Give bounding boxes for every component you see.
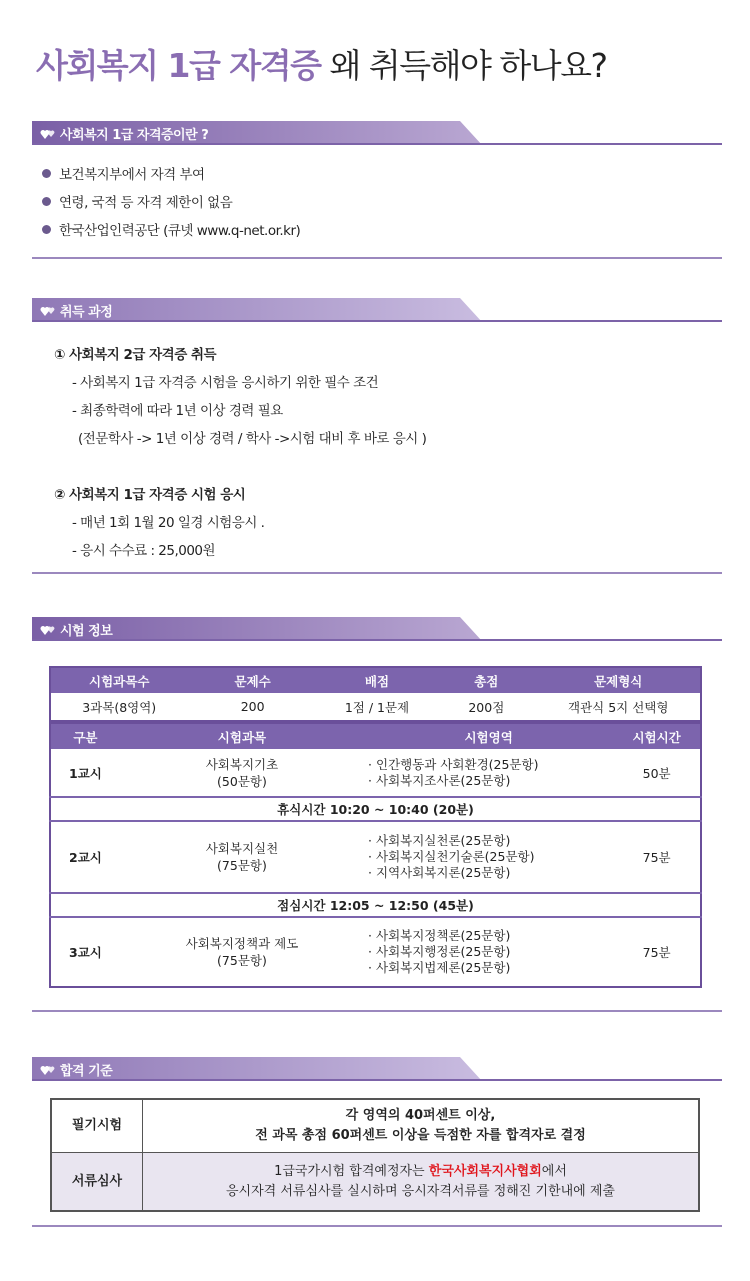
period-cell: 2교시 xyxy=(50,821,120,893)
column-header: 문제수 xyxy=(187,667,317,693)
step-2-title: ② 사회복지 1급 자격증 시험 응시 xyxy=(54,487,246,503)
subject-cell: 사회복지실천 (75문항) xyxy=(120,821,364,893)
section-header-pass-criteria: 합격 기준 xyxy=(32,1057,722,1081)
break-row: 점심시간 12:05 ~ 12:50 (45분) xyxy=(50,893,701,917)
exam-info-table xyxy=(49,666,702,722)
table-cell: 200점 xyxy=(468,699,505,715)
written-criteria-cell: 각 영역의 40퍼센트 이상, 전 과목 총점 60퍼센트 이상을 득점한 자를 합격자로 결정 xyxy=(143,1099,700,1153)
step-1-line: - 최종학력에 따라 1년 이상 경력 필요 xyxy=(72,403,283,419)
list-item: 연령, 국적 등 자격 제한이 없음 xyxy=(42,191,232,211)
table-cell: 200 xyxy=(240,699,265,714)
table-row xyxy=(51,1153,699,1212)
bullet-icon xyxy=(42,197,51,206)
table-row xyxy=(51,1099,699,1153)
time-cell: 50분 xyxy=(613,749,701,797)
row-header: 서류심사 xyxy=(51,1153,143,1212)
table-header-row xyxy=(50,723,701,749)
column-header: 시험영역 xyxy=(364,723,613,749)
table-cell: 객관식 5지 선택형 xyxy=(568,699,669,715)
column-header: 시험과목 xyxy=(120,723,364,749)
section-header-exam-info: 시험 정보 xyxy=(32,617,722,641)
table-row xyxy=(50,821,701,893)
bullet-icon xyxy=(42,225,51,234)
bullet-icon xyxy=(42,169,51,178)
step-2-line: - 응시 수수료 : 25,000원 xyxy=(72,543,216,559)
hearts-icon xyxy=(40,127,56,141)
section-header-about: 사회복지 1급 자격증이란 ? xyxy=(32,121,722,145)
docs-criteria-cell: 1급국가시험 합격예정자는 한국사회복지사협회에서 응시자격 서류심사를 실시하며 응시자격서류를 정해진 기한내에 제출 xyxy=(143,1153,700,1212)
page-title: 사회복지 1급 자격증 왜 취득해야 하나요? xyxy=(36,46,607,85)
divider xyxy=(32,1010,722,1012)
table-cell: 3과목(8영역) xyxy=(82,699,157,715)
table-row xyxy=(50,917,701,987)
column-header: 시험과목수 xyxy=(50,667,187,693)
step-1-line: (전문학사 -> 1년 이상 경력 / 학사 ->시험 대비 후 바로 응시 ) xyxy=(78,431,427,447)
period-cell: 1교시 xyxy=(50,749,120,797)
association-name: 한국사회복지사협회 xyxy=(428,1163,542,1179)
column-header: 총점 xyxy=(436,667,536,693)
subject-cell: 사회복지기초 (50문항) xyxy=(120,749,364,797)
break-row: 휴식시간 10:20 ~ 10:40 (20분) xyxy=(50,797,701,821)
exam-schedule-table xyxy=(49,722,702,988)
areas-cell: · 사회복지실천론(25문항) · 사회복지실천기술론(25문항) · 지역사회복지론(25문항) xyxy=(364,821,613,893)
areas-cell: · 인간행동과 사회환경(25문항) · 사회복지조사론(25문항) xyxy=(364,749,613,797)
column-header: 문제형식 xyxy=(536,667,701,693)
table-cell: 1점 / 1문제 xyxy=(344,699,410,715)
period-cell: 3교시 xyxy=(69,945,102,960)
divider xyxy=(32,257,722,259)
time-cell: 75분 xyxy=(642,945,671,960)
divider xyxy=(32,1225,722,1227)
time-cell: 75분 xyxy=(613,821,701,893)
table-row xyxy=(50,749,701,797)
subject-cell: 사회복지정책과 제도 (75문항) xyxy=(185,936,299,968)
step-1-line: - 사회복지 1급 자격증 시험을 응시하기 위한 필수 조건 xyxy=(72,375,379,391)
section-header-process: 취득 과정 xyxy=(32,298,722,322)
table-row xyxy=(50,693,701,721)
table-header-row xyxy=(50,667,701,693)
hearts-icon xyxy=(40,623,56,637)
hearts-icon xyxy=(40,304,56,318)
row-header: 필기시험 xyxy=(51,1099,143,1153)
column-header: 구분 xyxy=(50,723,120,749)
hearts-icon xyxy=(40,1063,56,1077)
step-1-title: ① 사회복지 2급 자격증 취득 xyxy=(54,347,217,363)
step-2-line: - 매년 1회 1월 20 일경 시험응시 . xyxy=(72,515,265,531)
areas-cell: · 사회복지정책론(25문항) · 사회복지행정론(25문항) · 사회복지법제론(25문항) xyxy=(368,928,511,975)
list-item: 한국산업인력공단 (큐넷 www.q-net.or.kr) xyxy=(42,219,300,239)
column-header: 시험시간 xyxy=(613,723,701,749)
list-item: 보건복지부에서 자격 부여 xyxy=(42,163,205,183)
pass-criteria-table xyxy=(50,1098,700,1212)
divider xyxy=(32,572,722,574)
column-header: 배점 xyxy=(318,667,436,693)
